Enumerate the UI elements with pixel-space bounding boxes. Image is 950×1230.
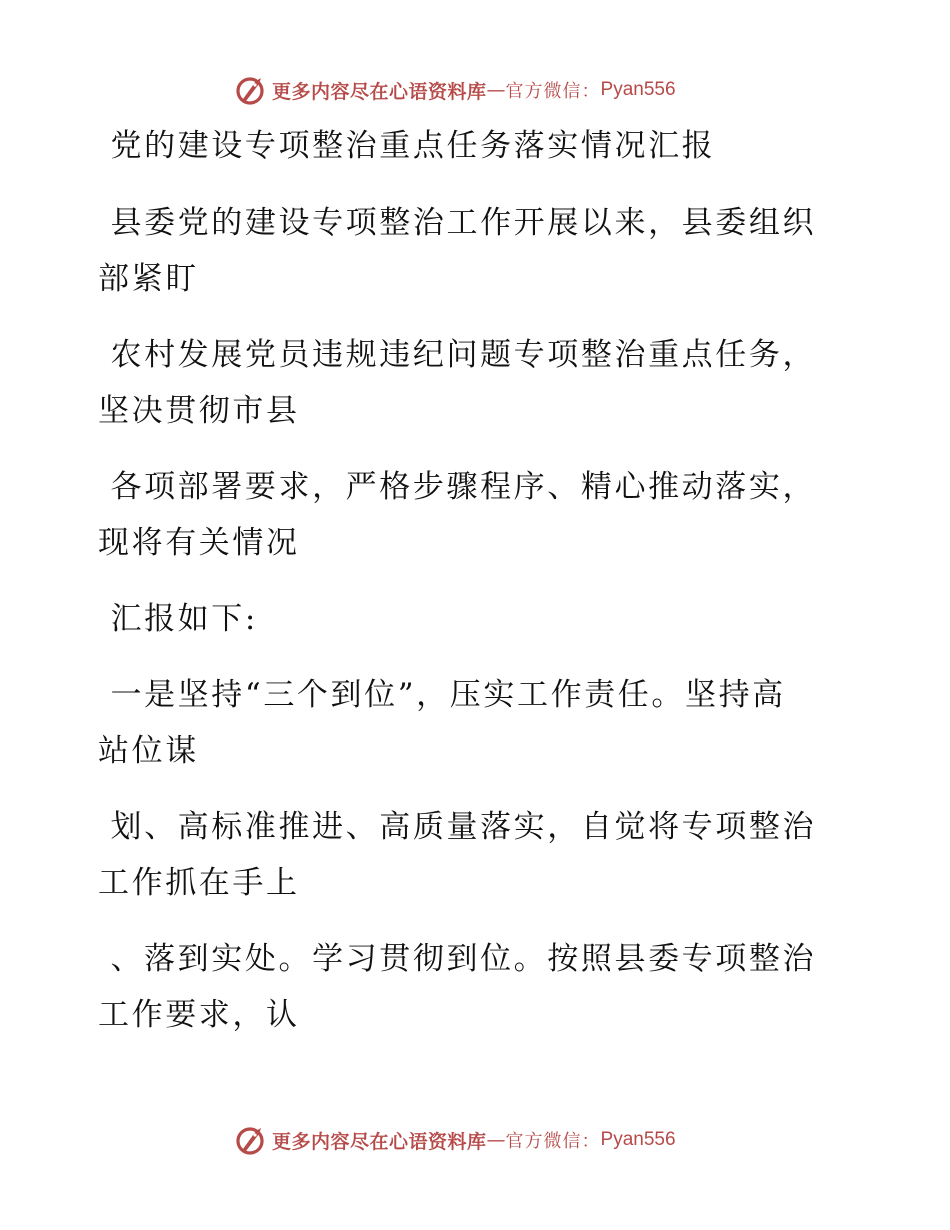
document-body (98, 118, 838, 1063)
footer-watermark (234, 1122, 676, 1158)
watermark-wechat-id: Pyan556 (600, 79, 676, 100)
watermark-wechat-id: Pyan556 (600, 1129, 676, 1150)
watermark-label: 官方微信： (505, 81, 601, 102)
header-watermark (234, 72, 676, 108)
paragraph: 各项部署要求，严格步骤程序、精心推动落实， 现将有关情况 (98, 469, 817, 561)
watermark-dash: — (486, 1129, 506, 1151)
paragraph: 农村发展党员违规违纪问题专项整治重点任务， 坚决贯彻市县 (98, 337, 817, 429)
watermark-label: 官方微信： (505, 1131, 601, 1152)
watermark-dash: — (486, 79, 506, 101)
pen-nib-circle-icon (234, 73, 268, 107)
paragraph: 一是坚持“三个到位”，压实工作责任。坚持高 站位谋 (98, 677, 786, 769)
paragraph: 县委党的建设专项整治工作开展以来，县委组织 部紧盯 (98, 205, 817, 297)
document-title: 党的建设专项整治重点任务落实情况汇报 (98, 128, 716, 164)
pen-nib-circle-icon (234, 1123, 268, 1157)
paragraph: 划、高标准推进、高质量落实，自觉将专项整治 工作抓在手上 (98, 809, 817, 901)
paragraph: 、落到实处。学习贯彻到位。按照县委专项整治 工作要求，认 (98, 941, 817, 1033)
watermark-main-text: 更多内容尽在心语资料库 (272, 1130, 487, 1153)
watermark-main-text: 更多内容尽在心语资料库 (272, 80, 487, 103)
paragraph: 汇报如下: (98, 601, 258, 637)
